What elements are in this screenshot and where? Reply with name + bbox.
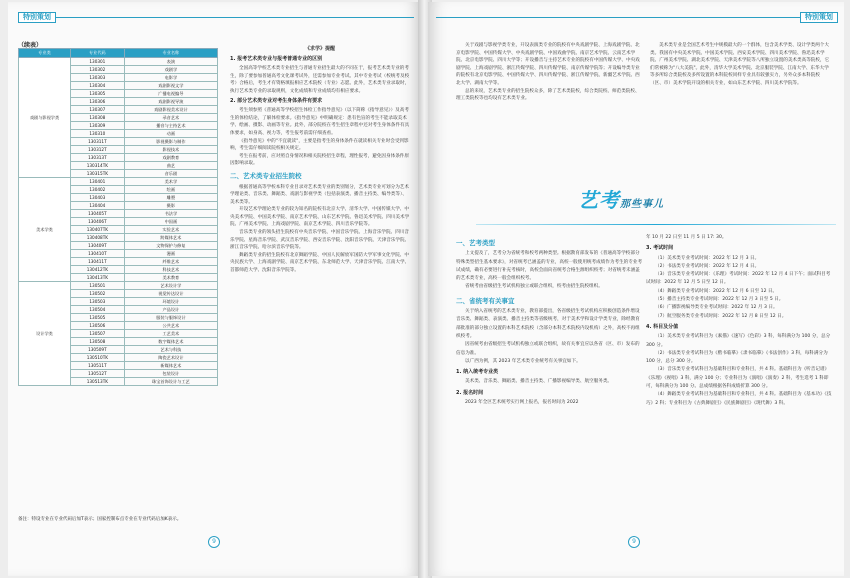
- name-cell: 艺术与科技: [124, 346, 217, 354]
- name-cell: 视觉传达设计: [124, 290, 217, 298]
- section-heading: 二、省统考有关事宜: [456, 296, 515, 305]
- code-cell: 130311T: [71, 138, 125, 146]
- code-cell: 130410T: [71, 250, 125, 258]
- name-cell: 广播电视编导: [124, 90, 217, 98]
- table-row: [19, 282, 218, 290]
- list-item: （7）航空服务类专业考试时间：2022 年 12 月 8 日至 12 日。: [655, 313, 787, 319]
- table-row: [19, 58, 218, 66]
- list-item: （3）音乐类专业考试时间：《乐理》考试时间：2022 年 12 月 4 日下午；面试科目考试时间：2022 年 12 月 5 日至 12 日。: [646, 272, 831, 286]
- table-caption: （续表）: [18, 42, 43, 49]
- code-cell: 130409T: [71, 242, 125, 250]
- section-tag: 特别策划: [800, 12, 838, 23]
- major-table: [18, 48, 218, 386]
- name-cell: 数字媒体艺术: [124, 338, 217, 346]
- name-cell: 产品设计: [124, 306, 217, 314]
- paragraph: 省统考由省级招生考试机构独立或联合组织，校考由招生院校组织。: [465, 284, 603, 290]
- name-cell: 科技艺术: [124, 266, 217, 274]
- code-cell: 130503: [71, 298, 125, 306]
- name-cell: 跨媒体艺术: [124, 234, 217, 242]
- list-item: （4）舞蹈类专业考试时间：2022 年 12 月 6 日至 12 日。: [655, 288, 778, 294]
- name-cell: 播音与主持艺术: [124, 122, 217, 130]
- subheading: 1. 纳入统考专业类: [456, 369, 499, 376]
- name-cell: 工艺美术: [124, 330, 217, 338]
- code-cell: 130504: [71, 306, 125, 314]
- code-cell: 130307: [71, 106, 125, 114]
- paragraph: 开设艺术学理论类专业的较为知名的院校有北京大学、清华大学、中国传媒大学、中央美术学院、中国美术学院、南京艺术学院、山东艺术学院、鲁迅美术学院、四川美术学院、广州美术学院、上海戏剧学院、南京艺术学院、四川音乐学院等。: [230, 207, 410, 228]
- code-cell: 130303: [71, 74, 125, 82]
- code-cell: 130305: [71, 90, 125, 98]
- code-cell: 130413TK: [71, 274, 125, 282]
- name-cell: 陶瓷艺术设计: [124, 354, 217, 362]
- code-cell: 130401: [71, 178, 125, 186]
- paragraph: 2023 年全区艺术统考实行网上报名，报名时间为 2022: [465, 400, 579, 406]
- right-top-column-2: [650, 42, 830, 88]
- code-cell: 130509T: [71, 346, 125, 354]
- column-header: 专业类: [19, 49, 71, 58]
- subheading: 4. 科目及分值: [646, 323, 679, 330]
- name-cell: 服装与服饰设计: [124, 314, 217, 322]
- name-cell: 动画: [124, 130, 217, 138]
- code-cell: 130510TK: [71, 354, 125, 362]
- name-cell: 表演: [124, 58, 217, 66]
- name-cell: 戏剧学: [124, 66, 217, 74]
- section-heading: 二、艺术类专业招生院校: [230, 171, 302, 180]
- code-cell: 130501: [71, 282, 125, 290]
- name-cell: 绘画: [124, 186, 217, 194]
- name-cell: 戏剧影视导演: [124, 98, 217, 106]
- code-cell: 130508: [71, 338, 125, 346]
- name-cell: 环境设计: [124, 298, 217, 306]
- code-cell: 130310: [71, 130, 125, 138]
- column-header: 专业名称: [124, 49, 217, 58]
- name-cell: 摄影: [124, 202, 217, 210]
- code-cell: 130404: [71, 202, 125, 210]
- code-cell: 130511T: [71, 362, 125, 370]
- right-top-column-1: [456, 42, 641, 103]
- category-cell: 戏剧与影视学类: [19, 58, 71, 178]
- right-text-column-b: [646, 234, 834, 408]
- paragraph: 年 10 月 22 日至 11 月 5 日 17: 30。: [646, 235, 727, 240]
- name-cell: 珠宝首饰设计与工艺: [124, 378, 217, 386]
- name-cell: 美术学: [124, 178, 217, 186]
- list-item: （2）书法类专业考试科目为《楷书临摹》《隶书临摹》《书法创作》3 科，每科满分为 100 分，总分 300 分。: [646, 350, 828, 365]
- name-cell: 戏剧影视美术设计: [124, 106, 217, 114]
- paragraph: 音乐类专业的领头招生院校有中央音乐学院、中国音乐学院、上海音乐学院、四川音乐学院、星海音乐学院、武汉音乐学院、西安音乐学院、沈阳音乐学院、天津音乐学院、浙江音乐学院、哈尔滨音乐学院等。: [230, 230, 410, 251]
- paragraph: 《指导意见》中的"不宜就读"，主要是指考生的身体条件在就读相关专业时会受到影响，考生需仔细阅读院校相关规定。: [230, 138, 409, 152]
- paragraph: 根据普通高等学校本科专业目录对艺术类专业的类别划分，艺术类专业可划分为艺术学理论类、音乐类、舞蹈类、戏剧与影视学类（包括表演类、播音主持类、编导类等）、美术类等。: [230, 184, 409, 205]
- code-cell: 130412TK: [71, 266, 125, 274]
- name-cell: 美术教育: [124, 274, 217, 282]
- name-cell: 影视技术: [124, 146, 217, 154]
- paragraph: 考生在报考前，应对照自身情况和相关院校招生章程，理性报考，避免因身体条件原因影响录取。: [230, 153, 409, 167]
- banner-main: 艺考: [578, 188, 620, 212]
- name-cell: 文物保护与修复: [124, 242, 217, 250]
- paragraph: 总的来说，艺术类专业的招生院校众多，除了艺术类院校，综合类院校、师范类院校、理工类院校等也均设有艺术类专业。: [456, 88, 640, 102]
- code-cell: 130506: [71, 322, 125, 330]
- code-cell: 130403: [71, 194, 125, 202]
- paragraph: 美术类专业是全国艺术考生中规模最大的一个群体，包含美术学类、设计学类两个大类。我国有中央美术学院、中国美术学院、西安美术学院、四川美术学院、鲁迅美术学院、广州美术学院、湖北美术学院、天津美术学院等八所独立设置的美术类高等院校，它们常被称为"八大美院"。此外，清华大学美术学院、北京服装学院、江南大学、东华大学等多所综合类院校及多所设置的本科院校同样专业具有较强实力，另外众多本科院校（区、市）美术学院开设的相关专业，如山东艺术学院、四川美术学院等。: [650, 43, 830, 86]
- list-item: （3）音乐类专业考试科目为基础科目和专业科目，共 4 科。基础科目为《听音记谱》《乐理》《视唱》3 科，满分 100 分；专业科目为《演唱》《演奏》2 科，考生选考 1 科即可，每科满分为 100 分。总成绩根据各科成绩折算 300 分。: [646, 367, 830, 390]
- name-cell: 中国画: [124, 218, 217, 226]
- code-cell: 130302: [71, 66, 125, 74]
- code-cell: 130406T: [71, 218, 125, 226]
- code-cell: 130411T: [71, 258, 125, 266]
- code-cell: 130512T: [71, 370, 125, 378]
- table-note: 备注：特设专业在专业代码后加T表示；国家控制布点专业在专业代码后加K表示。: [18, 517, 182, 522]
- page-number: 9: [208, 536, 220, 548]
- code-cell: 130407TK: [71, 226, 125, 234]
- name-cell: 艺术设计学: [124, 282, 217, 290]
- list-item: （2）书法类专业考试时间：2022 年 12 月 4 日。: [655, 263, 760, 269]
- header-rule: [18, 17, 414, 18]
- name-cell: 影视摄影与制作: [124, 138, 217, 146]
- paragraph: 因省统考由省级招生考试机构独立或联合组织，故有关事宜应以各省（区、市）发布的信息为准。: [456, 342, 640, 356]
- paragraph: 关于戏剧与影视学类专业，开设表演类专业的院校有中央戏剧学院、上海戏剧学院、北京电影学院、中国传媒大学、中央戏剧学院、中国戏曲学院、南京艺术学院、云南艺术学院、北京电影学院、四川大学等；开设播音与主持艺术专业的院校有中国传媒大学、中央戏剧学院、上海戏剧学院、浙江传媒学院、四川传媒学院、南京传媒学院等；开设编导类专业的院校有北京电影学院、中国传媒大学、四川传媒学院、浙江传媒学院、新疆艺术学院、西北大学、湖南大学等。: [456, 43, 640, 86]
- code-cell: 130312T: [71, 146, 125, 154]
- code-cell: 130505: [71, 314, 125, 322]
- right-page: [428, 2, 844, 576]
- paragraph: 全国高等学校艺术类专业招生与普通专业招生最大的不同在于，报考艺术类专业的考生，除了要参加普通高考文化课考试外，还需参加专业考试。其中专业考试（校统考及校考）合格后，考生才有资格填报相应艺术院校（专业）志愿。此外，艺术类专业录取时，执行艺术类专业的录取规则，文化成绩和专业成绩均有相应要求。: [230, 66, 410, 94]
- name-cell: 电影学: [124, 74, 217, 82]
- code-cell: 130408TK: [71, 234, 125, 242]
- name-cell: 戏剧教育: [124, 154, 217, 162]
- banner-sub: 那些事儿: [620, 199, 664, 210]
- name-cell: 公共艺术: [124, 322, 217, 330]
- subheading: 1. 报考艺术类专业与报考普通专业的区别: [230, 55, 323, 62]
- list-item: （5）播音主持类专业考试时间：2022 年 12 月 3 日至 5 日。: [655, 297, 784, 303]
- list-item: （1）美术类专业考试时间：2022 年 12 月 3 日。: [655, 255, 760, 261]
- right-text-column-a: [456, 234, 644, 407]
- code-cell: 130306: [71, 98, 125, 106]
- name-cell: 曲艺: [124, 162, 217, 170]
- code-cell: 130314TK: [71, 162, 125, 170]
- list-item: （6）广播影视编导类专业考试时间：2022 年 12 月 3 日。: [655, 305, 778, 311]
- paragraph: 美术类、音乐类、舞蹈类、播音主持类、广播影视编导类、航空服务类。: [465, 379, 613, 385]
- code-cell: 130502: [71, 290, 125, 298]
- table-row: [19, 178, 218, 186]
- column-header: 专业代码: [71, 49, 125, 58]
- code-cell: 130402: [71, 186, 125, 194]
- page-number: 9: [628, 536, 640, 548]
- name-cell: 纤维艺术: [124, 258, 217, 266]
- paragraph: 关于纳入省统考的艺术类专业，教育部提出，各省级招生考试机构应积极创造条件增设音乐类、舞蹈类、表演类、播音主持类等省级统考，对于美术学和设计学类专业，除经教育部批准的部分独立设置的本科艺术院校（含部分本科艺术院校内设机构）之外，高校不再组织校考。: [456, 309, 640, 339]
- code-cell: 130507: [71, 330, 125, 338]
- name-cell: 包装设计: [124, 370, 217, 378]
- code-cell: 130301: [71, 58, 125, 66]
- name-cell: 戏剧影视文学: [124, 82, 217, 90]
- paragraph: 考生须参照《普通高等学校招生体检工作指导意见》（以下简称《指导意见》）及高考生的体检结论，了解体检要求。《指导意见》中明确规定：患有色盲的考生不能录取美术学、绘画、摄影、动画等专业。此外，部分院校在考生招生章程中还对考生身体条件有具体要求，如身高、视力等，考生报考前需仔细查看。: [230, 108, 410, 136]
- name-cell: 实验艺术: [124, 226, 217, 234]
- paragraph: 舞蹈类专业的招生院校有北京舞蹈学院、中国人民解放军国防大学军事文化学院、中央民族大学、上海戏剧学院、南京艺术学院、东北师范大学、天津音乐学院、江南大学、首都师范大学、沈阳音乐学院等。: [230, 252, 410, 274]
- code-cell: 130513TK: [71, 378, 125, 386]
- subheading: 2. 部分艺术类专业对考生身体条件有要求: [230, 97, 323, 104]
- header-rule: [436, 17, 836, 18]
- paragraph: 上文提及了，艺考分为省统考和校考两种类型。根据教育部发布的《普通高等学校部分特殊类型招生基本要求》，对省统考已涵盖的专业，高校一般使用统考成绩作为考生的专业考试成绩，确有必要进行补充考核时，高校会面向省统考合格生源组织校考；对省统考未涵盖的艺术类专业，高校一般会组织校考。: [456, 251, 643, 282]
- subheading: 2. 报名时间: [456, 389, 484, 396]
- category-cell: 美术学类: [19, 178, 71, 282]
- code-cell: 130304: [71, 82, 125, 90]
- name-cell: 漫画: [124, 250, 217, 258]
- feature-banner: [578, 184, 664, 213]
- name-cell: 雕塑: [124, 194, 217, 202]
- name-cell: 书法学: [124, 210, 217, 218]
- name-cell: 新媒体艺术: [124, 362, 217, 370]
- section-heading: 一、艺考类型: [456, 239, 495, 247]
- code-cell: 130405T: [71, 210, 125, 218]
- paragraph: 以广西为例，其 2023 年艺术类专业统考有关事宜如下。: [465, 358, 581, 364]
- section-tag: 特别策划: [18, 12, 56, 23]
- name-cell: 音乐剧: [124, 170, 217, 178]
- code-cell: 130315TK: [71, 170, 125, 178]
- banner-rule: [476, 224, 836, 225]
- code-cell: 130308: [71, 114, 125, 122]
- category-cell: 设计学类: [19, 282, 71, 386]
- list-item: （4）舞蹈类专业考试科目为基础科目和专业科目，共 4 科。基础科目为《基本功》《技巧》2 科；专业科目为《古典舞剧目》《民族舞剧目》《现代舞》3 科。: [646, 392, 832, 406]
- code-cell: 130313T: [71, 154, 125, 162]
- list-item: （1）美术类专业考试科目为《素描》《速写》《色彩》3 科，每科满分为 100 分，总分 300 分。: [646, 334, 831, 348]
- left-page: [8, 2, 422, 576]
- name-cell: 录音艺术: [124, 114, 217, 122]
- left-text-column: [230, 46, 410, 275]
- subheading: 3. 考试时间: [646, 245, 674, 252]
- intro-title: 《求学》提醒: [304, 46, 335, 52]
- code-cell: 130309: [71, 122, 125, 130]
